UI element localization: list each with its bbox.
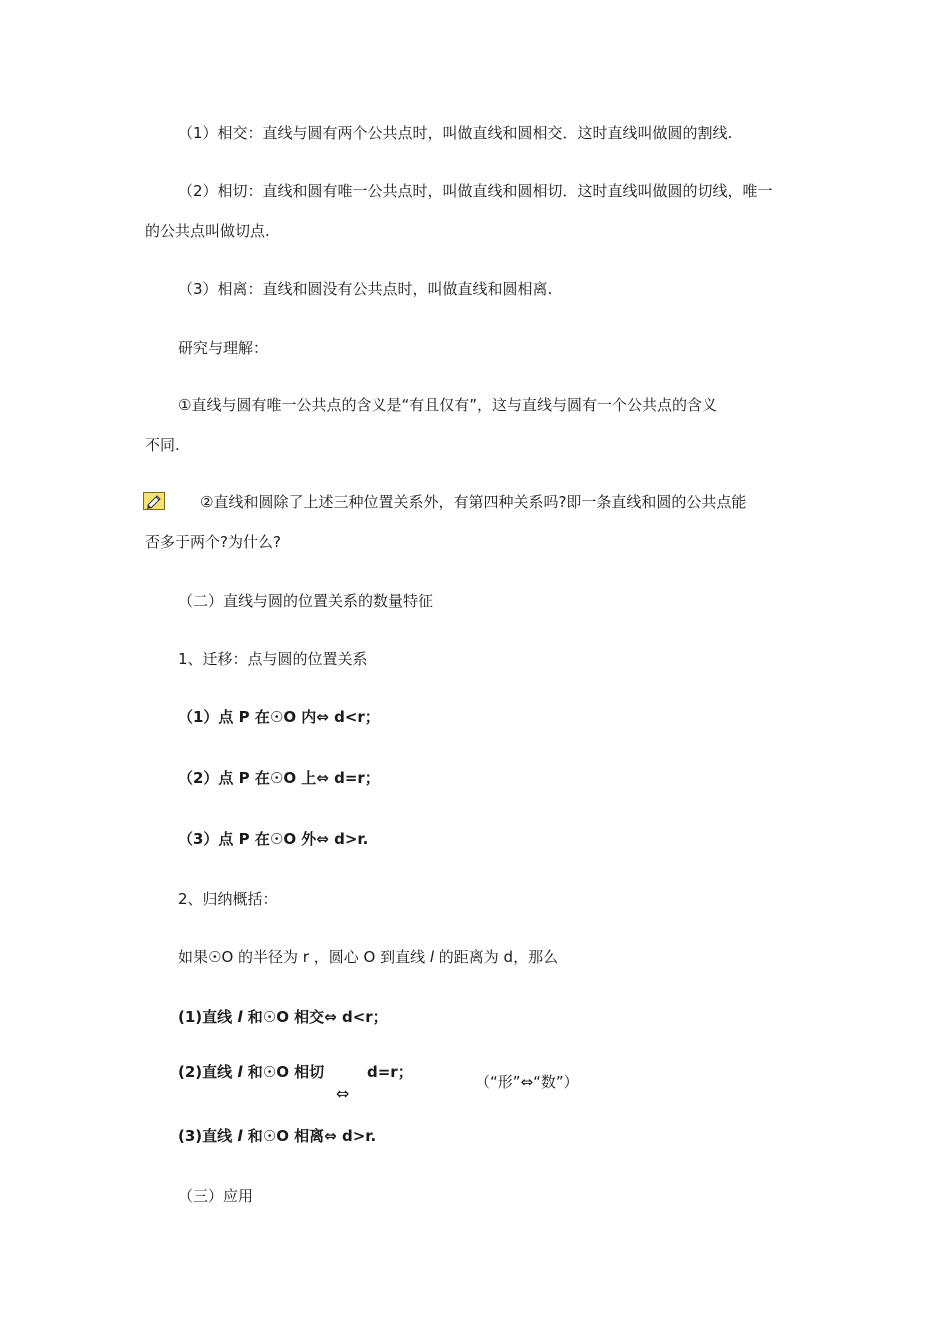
equivalence-arrow: ⇔: [336, 1084, 350, 1103]
line-symbol: l: [429, 948, 435, 966]
comment-2-line1: ②直线和圆除了上述三种位置关系外，有第四种关系吗?即一条直线和圆的公共点能: [200, 493, 747, 511]
shape-number-note: （“形”⇔“数”）: [475, 1073, 579, 1091]
comment-1-line1: ①直线与圆有唯一公共点的含义是“有且仅有”，这与直线与圆有一个公共点的含义: [178, 396, 717, 414]
criterion-prefix: (2)直线: [178, 1063, 238, 1081]
section-2-heading: （二）直线与圆的位置关系的数量特征: [178, 592, 434, 610]
criterion-prefix: (3)直线: [178, 1127, 238, 1145]
section-3-heading: （三）应用: [178, 1187, 254, 1205]
criterion-text: 和☉O 相切: [242, 1063, 325, 1081]
comment-2-line2: 否多于两个?为什么?: [145, 533, 281, 551]
pencil-note-icon: [143, 492, 165, 510]
condition-text-b: 的距离为 d，那么: [434, 948, 559, 966]
paragraph-separate: （3）相离：直线和圆没有公共点时，叫做直线和圆相离.: [178, 280, 553, 298]
paragraph-tangent-line2: 的公共点叫做切点.: [145, 222, 270, 240]
item-1-heading: 1、迁移：点与圆的位置关系: [178, 650, 368, 668]
criterion-prefix: (1)直线: [178, 1008, 238, 1026]
comment-1-line2: 不同.: [145, 436, 180, 454]
criterion-text: 和☉O 相离⇔ d>r.: [242, 1127, 377, 1145]
line-tangent-condition: d=r；: [367, 1063, 413, 1081]
line-symbol: l: [237, 1008, 243, 1026]
line-tangent-criterion: [178, 1061, 324, 1083]
point-on: （2）点 P 在☉O 上⇔ d=r；: [178, 769, 380, 787]
line-separate-criterion: [178, 1125, 376, 1147]
line-symbol: l: [237, 1063, 243, 1081]
condition-text-a: 如果☉O 的半径为 r ，圆心 O 到直线: [178, 948, 430, 966]
item-2-heading: 2、归纳概括：: [178, 890, 278, 908]
line-intersect-criterion: [178, 1006, 388, 1028]
paragraph-intersect: （1）相交：直线与圆有两个公共点时，叫做直线和圆相交．这时直线叫做圆的割线.: [178, 124, 733, 142]
research-heading: 研究与理解：: [178, 339, 269, 357]
condition-statement: [178, 946, 558, 968]
paragraph-tangent-line1: （2）相切：直线和圆有唯一公共点时，叫做直线和圆相切．这时直线叫做圆的切线，唯一: [178, 182, 773, 200]
point-inside: （1）点 P 在☉O 内⇔ d<r；: [178, 708, 380, 726]
criterion-text: 和☉O 相交⇔ d<r；: [242, 1008, 388, 1026]
line-symbol: l: [237, 1127, 243, 1145]
point-outside: （3）点 P 在☉O 外⇔ d>r.: [178, 830, 369, 848]
